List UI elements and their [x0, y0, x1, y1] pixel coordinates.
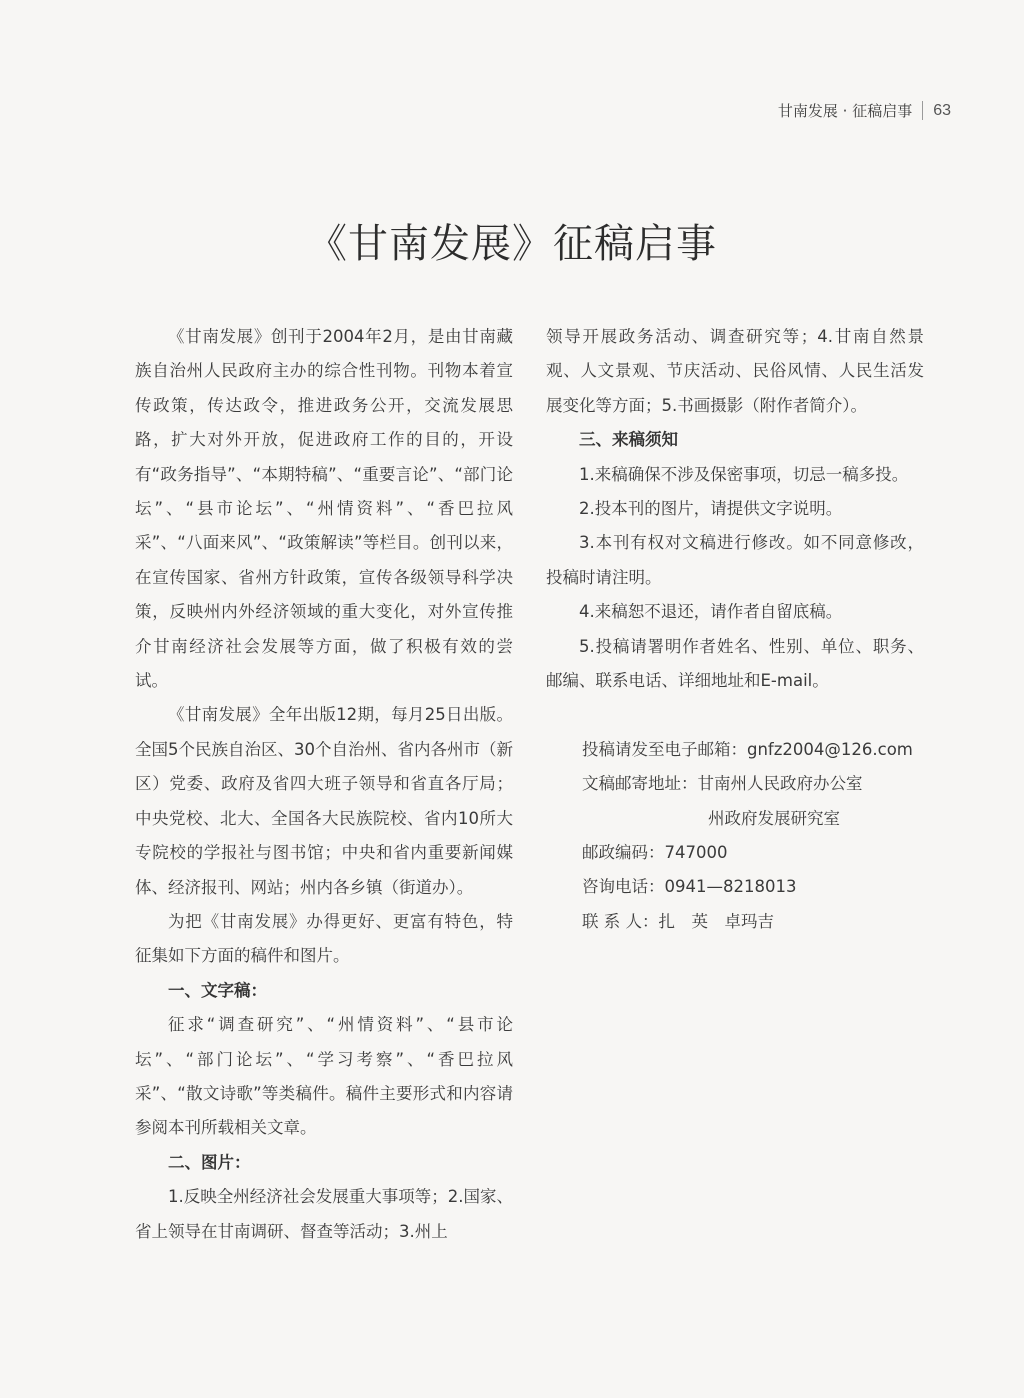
- running-head: [778, 100, 951, 121]
- email-label: 投稿请发至电子邮箱：: [582, 739, 747, 759]
- postcode-row: [546, 836, 924, 870]
- phone-row: [546, 870, 924, 904]
- image-submission-continued: 领导开展政务活动、调查研究等；4.甘南自然景观、人文景观、节庆活动、民俗风情、人民生活发展变化等方面；5.书画摄影（附作者简介）。: [546, 327, 924, 415]
- call-paragraph: 为把《甘南发展》办得更好、更富有特色，特征集如下方面的稿件和图片。: [135, 911, 513, 966]
- notice-item: 1.来稿确保不涉及保密事项，切忌一稿多投。: [579, 464, 909, 484]
- right-column: [546, 320, 924, 939]
- postcode-label: 邮政编码：: [582, 843, 665, 863]
- phone-label: 咨询电话：: [582, 877, 665, 897]
- email-link[interactable]: gnfz2004@126.com: [747, 739, 913, 759]
- section-heading-images: 二、图片：: [168, 1152, 251, 1172]
- left-column: [135, 320, 513, 1249]
- email-row: [546, 733, 924, 767]
- contact-person-value: 扎 英 卓玛吉: [658, 911, 774, 931]
- image-submission-paragraph: 1.反映全州经济社会发展重大事项等；2.国家、省上领导在甘南调研、督查等活动；3.州上: [135, 1187, 513, 1241]
- postcode-value: 747000: [664, 843, 728, 863]
- contact-person-row: [546, 905, 924, 939]
- running-head-section: 甘南发展 · 征稿启事: [777, 102, 913, 120]
- address-row: [546, 767, 924, 801]
- page-title: 《甘南发展》征稿启事: [307, 221, 717, 267]
- notice-item: 5.投稿请署明作者姓名、性别、单位、职务、邮编、联系电话、详细地址和E-mail。: [546, 636, 924, 691]
- spacer: [546, 698, 924, 732]
- distribution-paragraph: 《甘南发展》全年出版12期，每月25日出版。全国5个民族自治区、30个自治州、省内各州市（新区）党委、政府及省四大班子领导和省直各厅局；中央党校、北大、全国各大民族院校、省内10所大专院校的学报社与图书馆；中央和省内重要新闻媒体、经济报刊、网站；州内各乡镇（街道办）。: [135, 705, 513, 897]
- contact-person-label: 联 系 人：: [582, 911, 659, 931]
- intro-paragraph: 《甘南发展》创刊于2004年2月，是由甘南藏族自治州人民政府主办的综合性刊物。刊物本着宣传政策，传达政令，推进政务公开，交流发展思路，扩大对外开放，促进政府工作的目的，开设有“政务指导”、“本期特稿”、“重要言论”、“部门论坛”、“县市论坛”、“州情资料”、“香巴拉风采”、“八面来风”、“政策解读”等栏目。创刊以来，在宣传国家、省州方针政策，宣传各级领导科学决策，反映州内外经济领域的重大变化，对外宣传推介甘南经济社会发展等方面，做了积极有效的尝试。: [135, 327, 513, 691]
- address-line-1: 甘南州人民政府办公室: [697, 774, 863, 794]
- section-heading-notice: 三、来稿须知: [579, 430, 678, 450]
- phone-value: 0941—8218013: [664, 877, 797, 897]
- notice-item: 2.投本刊的图片，请提供文字说明。: [579, 499, 843, 519]
- notice-item: 3.本刊有权对文稿进行修改。如不同意修改，投稿时请注明。: [546, 533, 924, 587]
- notice-item: 4.来稿恕不退还，请作者自留底稿。: [579, 602, 843, 622]
- page-number: 63: [933, 101, 951, 119]
- section-heading-text: 一、文字稿：: [168, 980, 267, 1000]
- address-line-2: 州政府发展研究室: [708, 808, 840, 828]
- text-submission-paragraph: 征求“调查研究”、“州情资料”、“县市论坛”、“部门论坛”、“学习考察”、“香巴拉风采”、“散文诗歌”等类稿件。稿件主要形式和内容请参阅本刊所载相关文章。: [135, 1015, 513, 1138]
- address-label: 文稿邮寄地址：: [582, 774, 698, 794]
- running-head-divider: [922, 101, 923, 120]
